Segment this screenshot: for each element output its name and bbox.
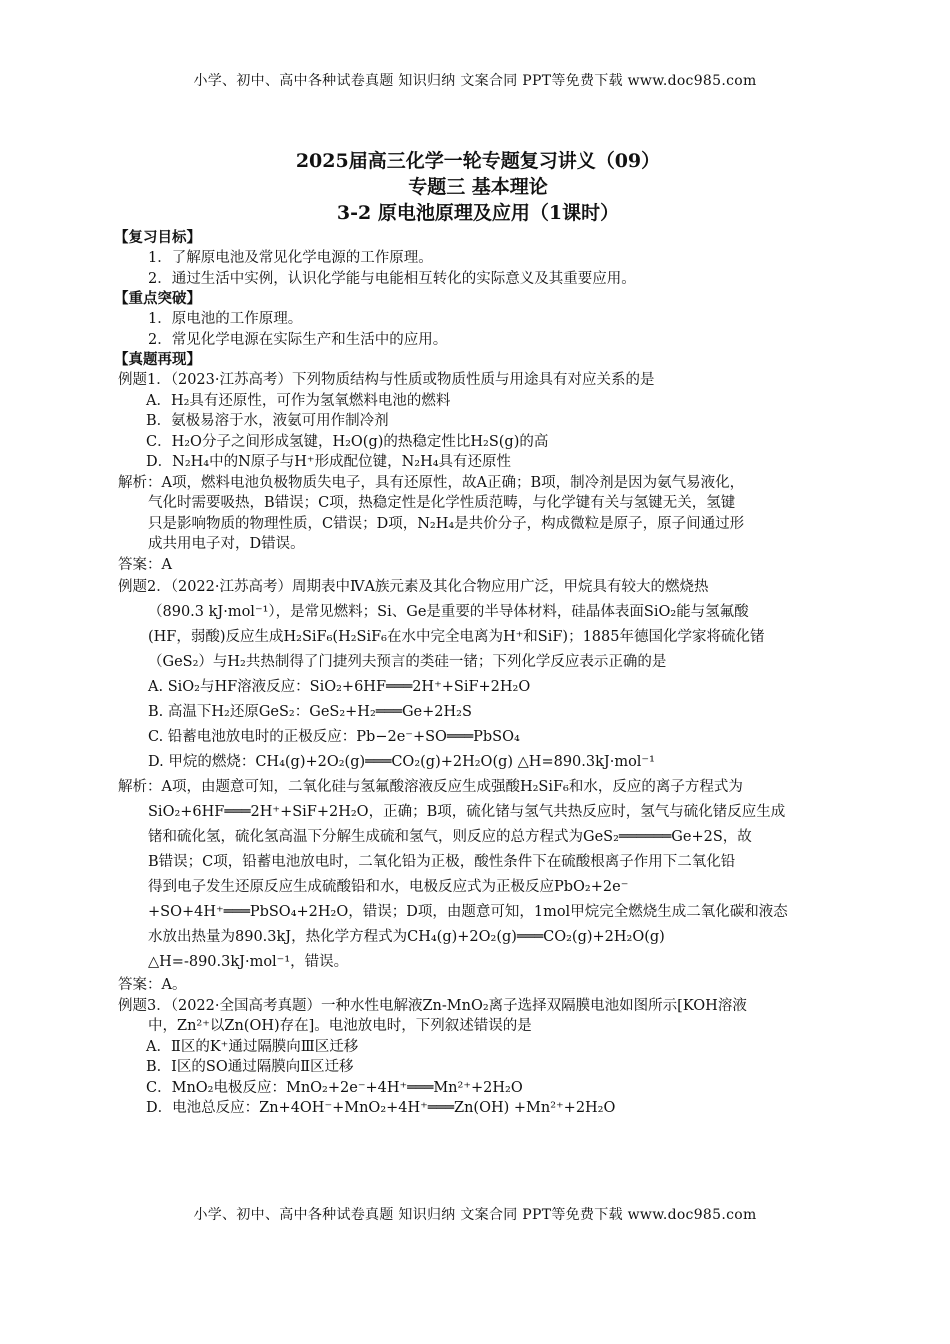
doc-title-line-2: 专题三 基本理论 bbox=[408, 176, 548, 198]
ex2-option: B. 高温下H₂还原GeS₂：GeS₂+H₂═══Ge+2H₂S bbox=[148, 704, 472, 720]
ex1-analysis-line: 成共用电子对，D错误。 bbox=[148, 536, 305, 552]
key-point-item: 1．原电池的工作原理。 bbox=[148, 311, 303, 327]
ex2-analysis-line: B错误；C项，铅蓄电池放电时，二氧化铅为正极，酸性条件下在硫酸根离子作用下二氧化铅 bbox=[148, 854, 736, 870]
ex1-question: 例题1．（2023·江苏高考）下列物质结构与性质或物质性质与用途具有对应关系的是 bbox=[118, 372, 655, 388]
ex2-analysis-line: 解析：A项，由题意可知，二氧化硅与氢氟酸溶液反应生成强酸H₂SiF₆和水，反应的离子方程式为 bbox=[118, 779, 743, 795]
ex1-analysis-line: 气化时需要吸热，B错误；C项，热稳定性是化学性质范畴，与化学键有关与氢键无关，氢键 bbox=[148, 495, 736, 511]
ex1-option: D．N₂H₄中的N原子与H⁺形成配位键，N₂H₄具有还原性 bbox=[146, 454, 512, 470]
ex2-answer: 答案：A。 bbox=[118, 977, 187, 993]
ex2-analysis-line: 得到电子发生还原反应生成硫酸铅和水，电极反应式为正极反应PbO₂+2e⁻ bbox=[148, 879, 629, 895]
doc-title-line-1: 2025届高三化学一轮专题复习讲义（09） bbox=[295, 150, 661, 172]
ex3-option: B．Ⅰ区的SO通过隔膜向Ⅱ区迁移 bbox=[146, 1059, 354, 1075]
ex1-option: B．氨极易溶于水，液氨可用作制冷剂 bbox=[146, 413, 389, 429]
review-goals-heading: 【复习目标】 bbox=[114, 229, 201, 246]
ex2-analysis-line: 锗和硫化氢，硫化氢高温下分解生成硫和氢气，则反应的总方程式为GeS₂══════Ge+2S，故 bbox=[148, 829, 752, 845]
ex2-analysis-line: SiO₂+6HF═══2H⁺+SiF+2H₂O，正确；B项，硫化锗与氢气共热反应时，氢气与硫化锗反应生成 bbox=[148, 804, 786, 820]
ex2-option: D. 甲烷的燃烧：CH₄(g)+2O₂(g)═══CO₂(g)+2H₂O(g) △H=890.3kJ·mol⁻¹ bbox=[148, 754, 655, 770]
page-footer: 小学、初中、高中各种试卷真题 知识归纳 文案合同 PPT等免费下载 www.doc985.com bbox=[193, 1207, 757, 1223]
ex1-answer: 答案：A bbox=[118, 556, 172, 573]
ex2-option: C. 铅蓄电池放电时的正极反应：Pb−2e⁻+SO═══PbSO₄ bbox=[148, 729, 520, 745]
ex2-analysis-line: 水放出热量为890.3kJ，热化学方程式为CH₄(g)+2O₂(g)═══CO₂(g)+2H₂O(g) bbox=[148, 929, 665, 945]
doc-title-line-3: 3-2 原电池原理及应用（1课时） bbox=[336, 202, 620, 224]
ex1-option: A．H₂具有还原性，可作为氢氧燃料电池的燃料 bbox=[146, 392, 451, 409]
key-point-item: 2．常见化学电源在实际生产和生活中的应用。 bbox=[148, 331, 448, 348]
ex3-option: C．MnO₂电极反应：MnO₂+2e⁻+4H⁺═══Mn²⁺+2H₂O bbox=[146, 1079, 523, 1096]
ex2-question-line: 例题2．（2022·江苏高考）周期表中ⅣA族元素及其化合物应用广泛，甲烷具有较大的燃烧热 bbox=[118, 579, 709, 595]
ex1-analysis-line: 解析：A项，燃料电池负极物质失电子，具有还原性，故A正确；B项，制冷剂是因为氨气易液化， bbox=[118, 474, 745, 491]
ex1-analysis-line: 只是影响物质的物理性质，C错误；D项，N₂H₄是共价分子，构成微粒是原子，原子间通过形 bbox=[148, 515, 745, 532]
key-points-heading: 【重点突破】 bbox=[114, 290, 201, 307]
ex2-question-line: (HF，弱酸)反应生成H₂SiF₆(H₂SiF₆在水中完全电离为H⁺和SiF)；1885年德国化学家将硫化锗 bbox=[148, 629, 765, 645]
ex2-analysis-line: △H=-890.3kJ·mol⁻¹，错误。 bbox=[148, 954, 349, 970]
ex2-question-line: （GeS₂）与H₂共热制得了门捷列夫预言的类硅一锗；下列化学反应表示正确的是 bbox=[148, 654, 667, 670]
real-exam-heading: 【真题再现】 bbox=[114, 351, 201, 368]
document-body bbox=[114, 148, 838, 1119]
ex3-option: D．电池总反应：Zn+4OH⁻+MnO₂+4H⁺═══Zn(OH) +Mn²⁺+2H₂O bbox=[146, 1100, 616, 1116]
ex3-question-line: 中，Zn²⁺以Zn(OH)存在]。电池放电时，下列叙述错误的是 bbox=[148, 1018, 532, 1034]
review-goal-item: 1．了解原电池及常见化学电源的工作原理。 bbox=[148, 250, 433, 266]
ex3-option: A．Ⅱ区的K⁺通过隔膜向Ⅲ区迁移 bbox=[146, 1038, 359, 1055]
ex1-option: C．H₂O分子之间形成氢键，H₂O(g)的热稳定性比H₂S(g)的高 bbox=[146, 433, 549, 450]
review-goal-item: 2．通过生活中实例，认识化学能与电能相互转化的实际意义及其重要应用。 bbox=[148, 270, 636, 287]
ex3-question-line: 例题3．（2022·全国高考真题）一种水性电解液Zn-MnO₂离子选择双隔膜电池如图所示[KOH溶液 bbox=[118, 997, 747, 1014]
page-header: 小学、初中、高中各种试卷真题 知识归纳 文案合同 PPT等免费下载 www.doc985.com bbox=[193, 73, 757, 89]
ex2-analysis-line: +SO+4H⁺═══PbSO₄+2H₂O，错误；D项，由题意可知，1mol甲烷完全燃烧生成二氧化碳和液态 bbox=[148, 904, 788, 920]
ex2-question-line: （890.3 kJ·mol⁻¹），是常见燃料；Si、Ge是重要的半导体材料，硅晶体表面SiO₂能与氢氟酸 bbox=[148, 604, 749, 620]
ex2-option: A. SiO₂与HF溶液反应：SiO₂+6HF═══2H⁺+SiF+2H₂O bbox=[148, 679, 531, 695]
